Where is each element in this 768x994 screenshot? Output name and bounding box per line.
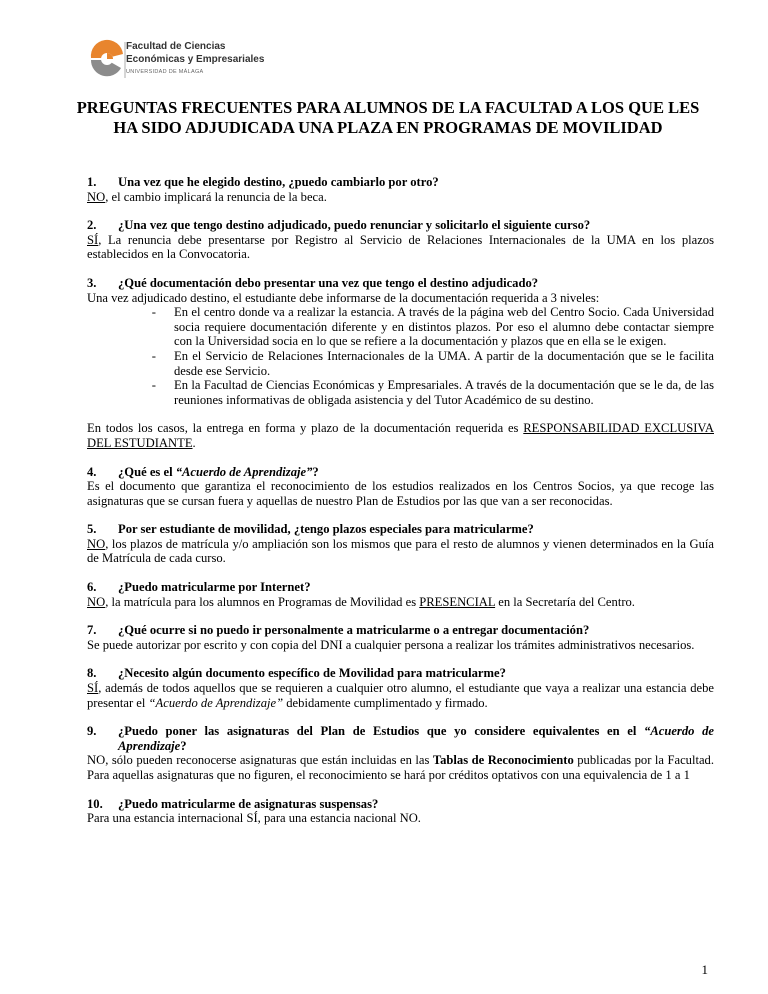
answer-emphasis: SÍ [87, 681, 99, 696]
question-italic: “Acuerdo de Aprendizaje” [175, 464, 313, 479]
question-number: 10. [87, 796, 103, 811]
answer-italic: “Acuerdo de Aprendizaje” [148, 695, 284, 710]
question [87, 175, 714, 190]
faq-item-7 [87, 623, 714, 652]
bullet-dash: - [151, 378, 156, 393]
answer [87, 595, 714, 610]
answer-text: , el cambio implicará la renuncia de la beca. [105, 189, 327, 204]
answer: Para una estancia internacional SÍ, para una estancia nacional NO. [87, 811, 421, 826]
answer-bold: Tablas de Reconocimiento [432, 753, 574, 768]
question-text: ¿Puedo matricularme por Internet? [118, 580, 311, 595]
note-text: En todos los casos, la entrega en forma y plazo de la documentación requerida es [87, 421, 524, 436]
list-item [87, 349, 714, 378]
question-number: 1. [87, 175, 97, 189]
question-number: 3. [87, 275, 97, 290]
question-text-part: ¿Qué es el [118, 464, 176, 479]
question [87, 218, 714, 233]
question [87, 666, 714, 681]
answer [87, 190, 714, 205]
question-text: Una vez que he elegido destino, ¿puedo cambiarlo por otro? [118, 175, 439, 189]
question-number: 4. [87, 464, 97, 479]
faq-content [87, 175, 714, 826]
answer-text: NO, sólo pueden reconocerse asignaturas que están incluidas en las [87, 753, 433, 768]
question [87, 797, 714, 812]
answer-text: , la matrícula para los alumnos en Programas de Movilidad es [105, 594, 420, 609]
question [87, 522, 714, 537]
note-emphasis: RESPONSABILIDAD EXCLUSIVA DEL ESTUDIANTE [87, 421, 714, 450]
faq-item-2 [87, 218, 714, 262]
list-item [87, 378, 714, 407]
answer: Se puede autorizar por escrito y con copia del DNI a cualquier persona a realizar los trámites administrativos necesarios. [87, 637, 695, 652]
question-text: ¿Necesito algún documento específico de Movilidad para matricularme? [118, 666, 506, 681]
answer [87, 537, 714, 566]
question-number: 5. [87, 522, 97, 537]
responsibility-note [87, 421, 714, 450]
answer [87, 753, 714, 782]
answer-emphasis-2: PRESENCIAL [419, 594, 496, 609]
bullet-dash: - [151, 348, 156, 363]
document-title: PREGUNTAS FRECUENTES PARA ALUMNOS DE LA FACULTAD A LOS QUE LES HA SIDO ADJUDICADA UNA PLAZA EN PROGRAMAS DE MOVILIDAD [76, 98, 700, 137]
faq-item-10 [87, 797, 714, 826]
list-item-text: En la Facultad de Ciencias Económicas y Empresariales. A través de la documentación que se le da, de las reuniones informativas de obligada asistencia y del Tutor Académico de su destino. [174, 378, 714, 407]
documentation-levels-list [87, 305, 714, 407]
question-number: 7. [87, 623, 97, 638]
answer-text: , además de todos aquellos que se requieren a cualquier otro alumno, el estudiante que vaya a realizar una estancia debe presentar el [87, 681, 714, 710]
question-text: ¿Puedo matricularme de asignaturas suspensas? [118, 796, 379, 811]
faq-item-5 [87, 522, 714, 566]
faq-item-9 [87, 724, 714, 782]
list-item-text: En el Servicio de Relaciones Internacionales de la UMA. A partir de la documentación que se le facilita desde ese Servicio. [174, 348, 714, 378]
question-text: ¿Qué ocurre si no puedo ir personalmente a matricularme o a entregar documentación? [118, 623, 590, 638]
answer-text: , La renuncia debe presentarse por Registro al Servicio de Relaciones Internacionales de la UMA en los plazos establecidos en la Convocatoria. [87, 232, 714, 262]
question-number: 6. [87, 580, 97, 595]
faq-item-1 [87, 175, 714, 204]
answer-emphasis: NO [87, 189, 106, 204]
answer-text-end: en la Secretaría del Centro. [495, 594, 635, 609]
question-text-end: ? [180, 738, 187, 753]
answer: Es el documento que garantiza el reconocimiento de los estudios realizados en los Centros Socios, ya que recoge las asignaturas que se cursan fuera y aquellas de nuestro Plan de Estudios por las que van a ser reconocidas. [87, 479, 714, 508]
note-end: . [192, 435, 196, 450]
question-text-end: ? [312, 464, 319, 479]
list-item [87, 305, 714, 349]
logo-line-1: Facultad de Ciencias [126, 41, 226, 52]
logo-emblem-icon [87, 30, 127, 86]
question-text-part: ¿Puedo poner las asignaturas del Plan de Estudios que yo considere equivalentes en el [118, 724, 645, 739]
answer-emphasis: NO [87, 536, 106, 551]
question-number: 2. [87, 218, 97, 233]
answer [87, 681, 714, 710]
question-text: ¿Qué documentación debo presentar una vez que tengo el destino adjudicado? [118, 275, 539, 290]
question-text: ¿Una vez que tengo destino adjudicado, puedo renunciar y solicitarlo el siguiente curso? [118, 218, 591, 233]
question-text: Por ser estudiante de movilidad, ¿tengo plazos especiales para matricularme? [118, 522, 534, 537]
question [87, 465, 714, 480]
faq-item-3 [87, 276, 714, 451]
answer-intro: Una vez adjudicado destino, el estudiante debe informarse de la documentación requerida a 3 niveles: [87, 290, 600, 305]
bullet-dash: - [151, 305, 156, 320]
answer-emphasis: NO [87, 594, 106, 609]
page-number: 1 [701, 962, 708, 977]
answer-text: , los plazos de matrícula y/o ampliación son los mismos que para el resto de alumnos y vienen determinados en la Guía de Matrícula de cada curso. [87, 536, 714, 566]
faq-item-4 [87, 465, 714, 509]
question [87, 623, 714, 638]
list-item-text: En el centro donde va a realizar la estancia. A través de la página web del Centro Socio. Cada Universidad socia requiere documentación diferente y en distintos plazos. Por eso el alumno debe contactar siempre con la Universidad socia en lo que se refiere a la documentación y plazos que en ella se le exigen. [174, 305, 714, 349]
faq-item-8 [87, 666, 714, 710]
question-text [118, 724, 714, 753]
question [87, 580, 714, 595]
answer-text-end: publicadas por la Facultad. Para aquellas asignaturas que no figuren, el reconocimiento se hará por créditos optativos con una equivalencia de 1 a 1 [87, 753, 714, 782]
answer [87, 233, 714, 262]
question-number: 8. [87, 666, 97, 681]
logo-text [126, 40, 264, 75]
question [87, 724, 714, 753]
logo-line-3: UNIVERSIDAD DE MÁLAGA [126, 69, 204, 75]
question-number: 9. [87, 724, 97, 739]
question-italic: “Acuerdo de Aprendizaje [118, 724, 714, 753]
logo-line-2: Económicas y Empresariales [126, 54, 265, 65]
question [87, 276, 714, 291]
answer-emphasis: SÍ [87, 232, 99, 247]
question-text [118, 465, 714, 480]
faq-item-6 [87, 580, 714, 609]
answer-text-end: debidamente cumplimentado y firmado. [283, 695, 488, 710]
